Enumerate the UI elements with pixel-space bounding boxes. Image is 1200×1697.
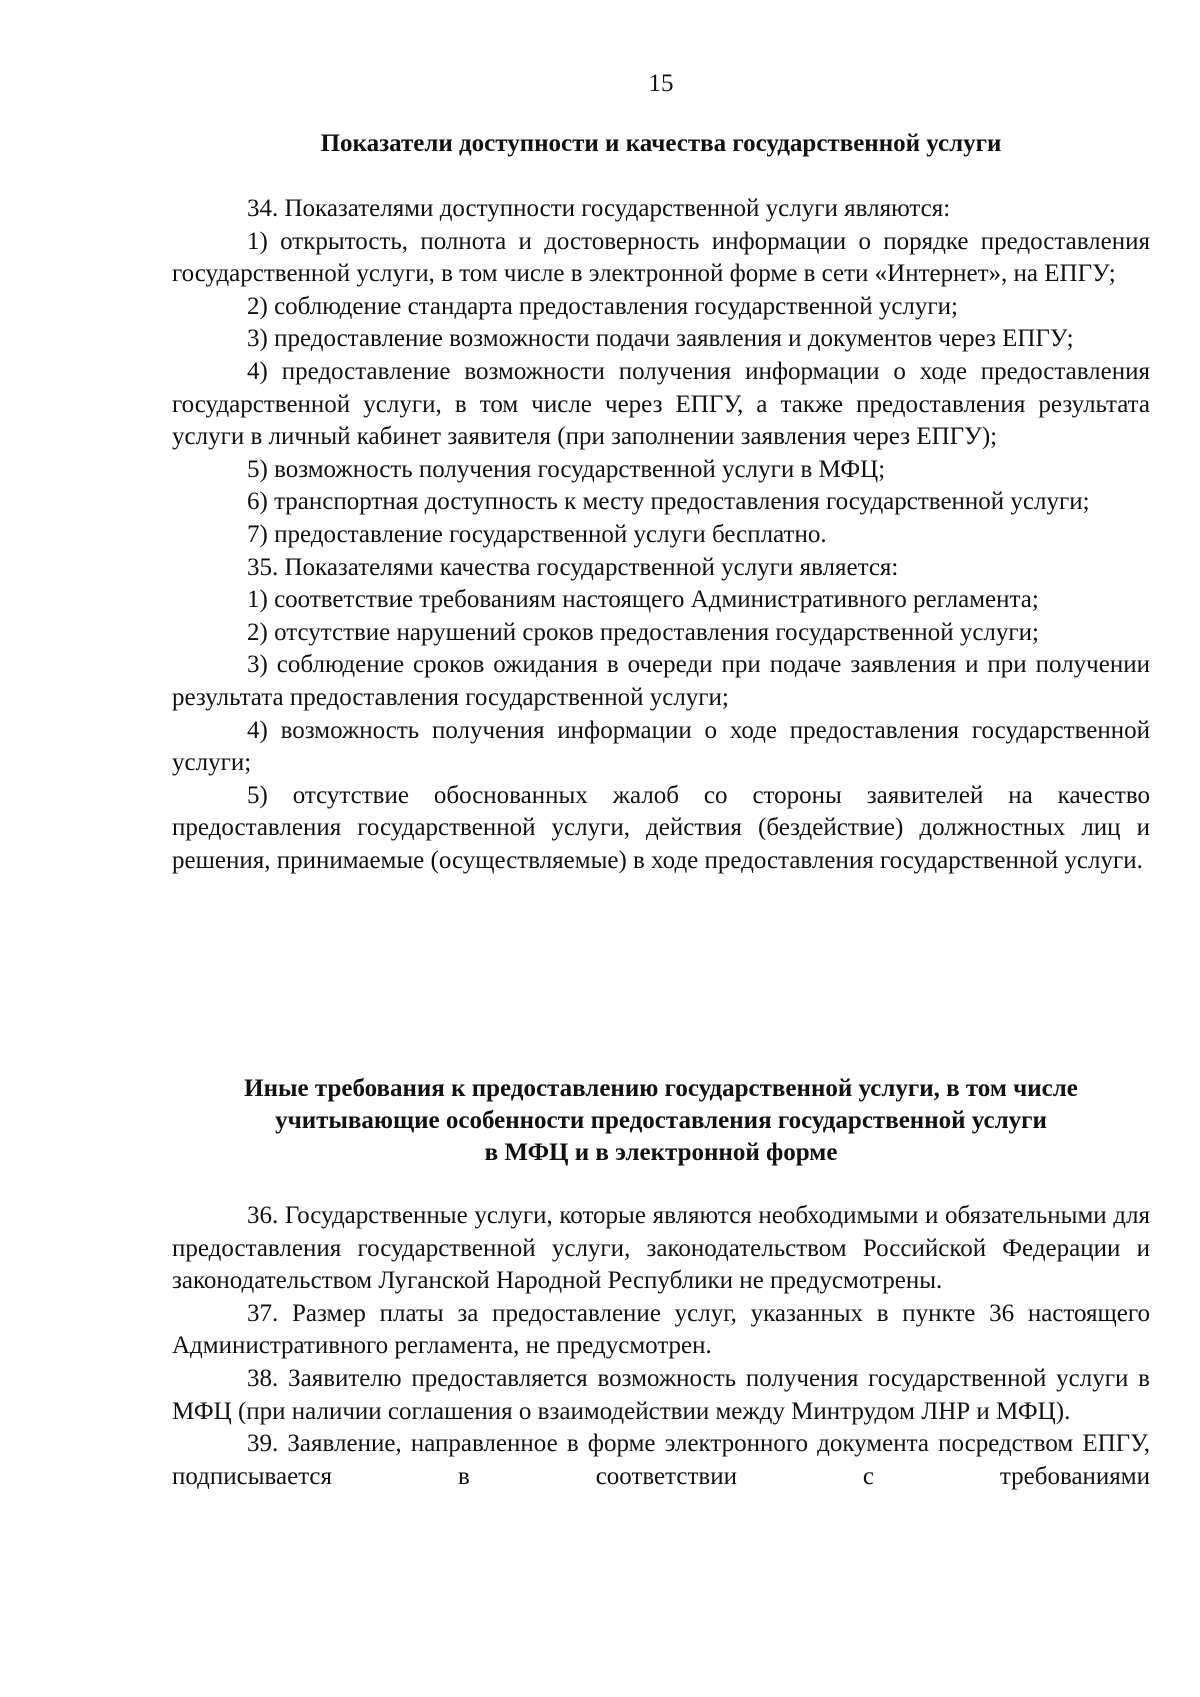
paragraph-34-item-5: 5) возможность получения государственной услуги в МФЦ; <box>247 455 886 483</box>
section-heading-accessibility-quality: Показатели доступности и качества государственной услуги <box>320 130 1002 157</box>
paragraph-34-item-1: 1) открытость, полнота и достоверность информации о порядке предоставления государственной услуги, в том числе в электронной форме в сети «Интернет», на ЕПГУ; <box>172 227 1150 288</box>
paragraph-34-item-6: 6) транспортная доступность к месту предоставления государственной услуги; <box>247 488 1090 516</box>
paragraph-39: 39. Заявление, направленное в форме электронного документа посредством ЕПГУ, подписывается в соответствии с требованиями <box>172 1430 1150 1490</box>
paragraph-35-item-1: 1) соответствие требованиям настоящего Административного регламента; <box>247 586 1039 614</box>
section-heading-line-1: Иные требования к предоставлению государственной услуги, в том числе <box>244 1075 1078 1102</box>
paragraph-35-item-3: 3) соблюдение сроков ожидания в очереди при подаче заявления и при получении результата предоставления государственной услуги; <box>172 651 1150 711</box>
paragraph-35-item-5: 5) отсутствие обоснованных жалоб со стороны заявителей на качество предоставления государственной услуги, действия (бездействие) должностных лиц и решения, принимаемые (осуществляемые) в ходе предоставления государственной услуги. <box>172 781 1150 874</box>
section-heading-line-2: учитывающие особенности предоставления государственной услуги <box>275 1107 1047 1134</box>
section-accessibility-quality-body <box>172 193 1150 877</box>
section-heading-other-requirements <box>172 1073 1150 1169</box>
paragraph-34-item-7: 7) предоставление государственной услуги бесплатно. <box>247 520 827 548</box>
paragraph-34-item-2: 2) соблюдение стандарта предоставления государственной услуги; <box>247 292 958 320</box>
paragraph-34-item-4: 4) предоставление возможности получения информации о ходе предоставления государственной услуги, в том числе через ЕПГУ, а также предоставления результата услуги в личный кабинет заявителя (при заполнении заявления через ЕПГУ); <box>172 357 1150 451</box>
section-other-requirements-body <box>172 1200 1150 1493</box>
paragraph-38: 38. Заявителю предоставляется возможность получения государственной услуги в МФЦ (при наличии соглашения о взаимодействии между Минтрудом ЛНР и МФЦ). <box>172 1364 1150 1425</box>
paragraph-34: 34. Показателями доступности государственной услуги являются: <box>247 195 951 222</box>
page-number: 15 <box>648 70 674 97</box>
section-heading-line-3: в МФЦ и в электронной форме <box>484 1139 838 1166</box>
paragraph-35-item-2: 2) отсутствие нарушений сроков предоставления государственной услуги; <box>247 618 1039 646</box>
paragraph-37: 37. Размер платы за предоставление услуг, указанных в пункте 36 настоящего Административного регламента, не предусмотрен. <box>172 1299 1150 1360</box>
paragraph-35: 35. Показателями качества государственной услуги является: <box>247 553 899 581</box>
paragraph-34-item-3: 3) предоставление возможности подачи заявления и документов через ЕПГУ; <box>247 325 1074 353</box>
paragraph-35-item-4: 4) возможность получения информации о ходе предоставления государственной услуги; <box>172 716 1150 777</box>
paragraph-36: 36. Государственные услуги, которые являются необходимыми и обязательными для предоставления государственной услуги, законодательством Российской Федерации и законодательством Луганской Народной Республики не предусмотрены. <box>172 1202 1150 1295</box>
